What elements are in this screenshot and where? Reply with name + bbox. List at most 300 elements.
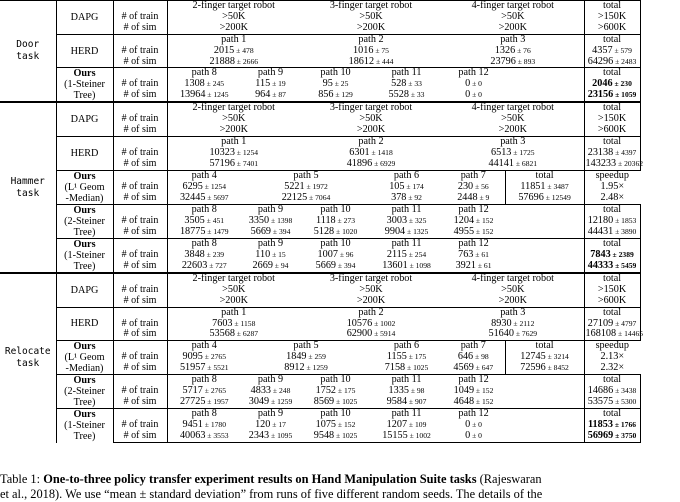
group-header-row (0, 273, 640, 285)
total-cell (584, 227, 640, 239)
label-header-blank (113, 273, 167, 285)
column-header: path 9 (241, 409, 300, 420)
method-name (56, 341, 113, 375)
cell-std: ± 893 (515, 56, 536, 66)
task-name (0, 273, 56, 443)
cell-mean: 27109 (587, 317, 614, 329)
method-name-line: (1-Steiner (64, 420, 105, 432)
column-header: path 1 (167, 307, 300, 318)
caption-bold-title: One-to-three policy transfer experiment results on Hand Manipulation Suite tasks (43, 472, 477, 486)
total-header: total (584, 1, 640, 12)
value-cell (300, 397, 371, 409)
method-name-line (58, 205, 112, 216)
method-name (56, 307, 113, 341)
cell-mean: 51957 (179, 362, 206, 374)
row-label: # of sim (113, 125, 167, 136)
cell-mean: 1308 (184, 78, 205, 90)
value-cell (371, 182, 442, 193)
column-header: 2-finger target robot (167, 1, 300, 12)
cell-mean: 5128 (313, 225, 335, 237)
column-header: path 3 (442, 34, 584, 45)
value-pad (505, 79, 584, 90)
cell-mean: 8930 (491, 317, 512, 329)
method-name-line (58, 239, 112, 250)
cell-mean: 44431 (587, 225, 614, 237)
row-label: # of sim (113, 57, 167, 68)
method-name (56, 34, 113, 68)
cell-mean: 528 (391, 78, 407, 90)
method-bold: Ours (73, 409, 96, 421)
cell-std: ± 1095 (269, 431, 293, 441)
row-label: # of sim (113, 227, 167, 239)
column-header: 4-finger target robot (442, 102, 584, 114)
cell-std: ± 1479 (205, 226, 229, 236)
cell-std: ± 1254 (234, 148, 259, 158)
cell-mean: 44333 (587, 259, 614, 271)
row-label: # of sim (113, 193, 167, 205)
cell-mean: 5221 (284, 180, 305, 192)
value-cell (442, 363, 505, 375)
cell-std: ± 1957 (205, 397, 229, 407)
value-cell (167, 261, 241, 273)
column-header: path 1 (167, 137, 300, 148)
total-header: total (505, 170, 584, 182)
value-cell (371, 352, 442, 363)
column-header: path 12 (442, 68, 505, 80)
method-name-line: (2-Steiner (64, 386, 105, 398)
method-name-line: (1-Steiner (64, 249, 105, 261)
cell-mean: 64296 (587, 55, 614, 67)
column-header: path 9 (241, 68, 300, 80)
value-cell (371, 431, 442, 442)
method-name-line: DAPG (70, 114, 99, 126)
cell-mean: 10323 (209, 147, 235, 159)
value-cell (241, 397, 300, 409)
value-cell (300, 329, 442, 340)
value-pad (505, 420, 584, 431)
table-caption (0, 472, 680, 502)
cell-std: ± 25 (332, 79, 349, 89)
column-header: path 9 (241, 204, 300, 216)
cell-mean: 4955 (453, 225, 475, 237)
cell-std: ± 1059 (613, 90, 637, 100)
group-header-row (0, 68, 640, 80)
cell-std: ± 478 (234, 45, 254, 55)
cell-mean: >200K (356, 21, 386, 33)
cell-mean: 378 (391, 191, 407, 203)
value-cell (300, 57, 442, 68)
cell-mean: 1335 (388, 385, 409, 397)
column-header-pad (505, 238, 584, 250)
column-header: path 7 (442, 341, 505, 353)
value-cell (167, 57, 300, 68)
method-name (56, 170, 113, 204)
cell-mean: 4569 (453, 362, 474, 374)
method-name-line: HERD (70, 318, 99, 330)
cell-std: ± 579 (612, 45, 632, 55)
method-name (56, 68, 113, 103)
cell-std: ± 152 (474, 386, 494, 396)
value-cell (442, 193, 505, 205)
cell-mean: 3049 (248, 396, 270, 408)
value-pad (505, 431, 584, 442)
value-cell (167, 329, 300, 340)
cell-mean: 23138 (587, 147, 614, 159)
cell-mean: 1016 (353, 44, 374, 56)
cell-std: ± 1780 (202, 420, 227, 430)
cell-mean: 22603 (181, 259, 208, 271)
value-cell (167, 227, 241, 239)
value-cell (442, 57, 584, 68)
method-bold: Ours (73, 238, 96, 250)
method-name (56, 375, 113, 409)
cell-mean: 27725 (179, 396, 206, 408)
column-header: path 3 (442, 307, 584, 318)
value-cell (167, 90, 241, 102)
cell-std: ± 15 (270, 249, 286, 259)
method-name-line (58, 68, 112, 79)
column-header: 3-finger target robot (300, 1, 442, 12)
column-header: path 4 (167, 341, 241, 353)
total-header: total (584, 137, 640, 148)
task-name-line: Hammer (10, 175, 45, 187)
total-header: total (584, 34, 640, 45)
cell-mean: 11851 (520, 180, 546, 192)
method-name-line (58, 171, 112, 182)
row-label: # of train (113, 12, 167, 23)
method-name-line: Tree) (73, 397, 96, 409)
column-header: path 12 (442, 204, 505, 216)
cell-std: ± 0 (470, 431, 482, 441)
cell-mean: 9548 (313, 430, 335, 442)
total-cell (505, 182, 584, 193)
cell-std: ± 7629 (513, 329, 538, 339)
method-bold: Ours (73, 341, 96, 353)
column-header: path 8 (167, 375, 241, 387)
method-name-line: (L¹ Geom (64, 352, 105, 364)
column-header: path 12 (442, 375, 505, 387)
total-cell (584, 296, 640, 307)
row-label: # of sim (113, 397, 167, 409)
cell-mean: 2669 (252, 259, 273, 271)
cell-mean: >150K (597, 113, 627, 125)
value-cell (241, 79, 300, 90)
group-header-row (0, 1, 640, 12)
cell-std: ± 87 (270, 90, 286, 100)
cell-std: ± 2666 (234, 56, 259, 66)
row-label: # of train (113, 216, 167, 227)
value-cell (300, 420, 371, 431)
cell-std: ± 3750 (613, 431, 637, 441)
method-name-line: HERD (70, 45, 99, 57)
cell-std: ± 98 (473, 352, 489, 362)
bold-value (592, 78, 632, 89)
cell-mean: 4833 (250, 385, 272, 397)
cell-std: ± 727 (207, 260, 227, 270)
cell-mean: >50K (359, 10, 383, 22)
row-label: # of train (113, 352, 167, 363)
cell-mean: 7843 (590, 248, 611, 260)
total-header: total (584, 273, 640, 285)
cell-mean: 2015 (213, 44, 235, 56)
cell-mean: >50K (359, 283, 383, 295)
column-header: path 9 (241, 375, 300, 387)
row-label: # of train (113, 285, 167, 296)
value-cell (300, 431, 371, 442)
cell-std: ± 75 (373, 45, 389, 55)
cell-std: ± 3214 (545, 352, 569, 362)
cell-mean: 8569 (313, 396, 335, 408)
cell-std: ± 7401 (234, 158, 259, 168)
cell-mean: 12745 (520, 351, 546, 363)
cell-std: ± 5697 (205, 192, 229, 202)
cell-mean: 763 (458, 248, 474, 260)
cell-std: ± 0 (470, 90, 482, 100)
caption-citation: (Rajeswaran (476, 472, 542, 486)
column-header-pad (505, 375, 584, 387)
method-name (56, 273, 113, 307)
column-header: path 7 (442, 170, 505, 182)
method-name-line: DAPG (70, 11, 99, 23)
cell-mean: 0 (465, 89, 471, 101)
cell-mean: 12180 (587, 214, 614, 226)
value-cell (442, 159, 584, 170)
cell-mean: 57696 (518, 191, 544, 203)
value-cell (241, 431, 300, 442)
value-cell (371, 397, 442, 409)
method-name-line: (2-Steiner (64, 215, 105, 227)
value-cell (300, 125, 442, 136)
cell-mean: >200K (356, 294, 386, 306)
cell-mean: 2343 (248, 430, 270, 442)
cell-std: ± 6929 (372, 158, 396, 168)
cell-mean: >50K (501, 10, 525, 22)
column-header: path 3 (442, 137, 584, 148)
cell-std: ± 451 (204, 215, 225, 225)
value-cell (167, 363, 241, 375)
cell-mean: 7158 (384, 362, 406, 374)
cell-mean: >600K (597, 21, 627, 33)
task-name-line: task (16, 187, 40, 199)
row-label: # of train (113, 148, 167, 159)
value-cell (442, 296, 584, 307)
cell-std: ± 1158 (232, 318, 256, 328)
cell-mean: 0 (465, 78, 471, 90)
value-cell (167, 431, 241, 442)
column-header: path 8 (167, 68, 241, 80)
cell-mean: 53575 (587, 396, 614, 408)
cell-std: ± 56 (473, 181, 489, 191)
cell-mean: 1075 (315, 419, 337, 431)
value-cell (300, 159, 442, 170)
cell-mean: 1155 (386, 351, 407, 363)
value-cell (241, 90, 300, 102)
cell-mean: 72596 (520, 362, 546, 374)
speedup-header: speedup (584, 341, 640, 353)
column-header: path 6 (371, 341, 442, 353)
cell-std: ± 61 (475, 260, 492, 270)
group-header-row (0, 34, 640, 45)
method-name-line: (1-Steiner (64, 79, 105, 91)
cell-std: ± 5521 (205, 363, 229, 373)
cell-std: ± 98 (408, 386, 425, 396)
cell-std: ± 1853 (613, 215, 637, 225)
total-header: total (584, 68, 640, 80)
cell-mean: 964 (255, 89, 271, 101)
total-cell (505, 363, 584, 375)
column-header: path 10 (300, 375, 371, 387)
cell-mean: >150K (597, 10, 627, 22)
cell-std: ± 1002 (372, 318, 396, 328)
task-name-line: Door (16, 39, 40, 51)
value-cell (442, 125, 584, 136)
method-name-line (58, 409, 112, 420)
value-cell (300, 296, 442, 307)
cell-std: ± 92 (406, 192, 422, 202)
total-cell (505, 193, 584, 205)
cell-std: ± 17 (270, 420, 286, 430)
method-name-line: Tree) (73, 90, 96, 102)
cell-mean: >200K (219, 124, 248, 136)
cell-mean: 23156 (587, 89, 614, 101)
cell-mean: 9451 (182, 419, 203, 431)
cell-mean: 1849 (286, 351, 307, 363)
group-header-row (0, 307, 640, 318)
cell-mean: 15155 (382, 430, 408, 442)
cell-std: ± 174 (404, 181, 424, 191)
cell-mean: 2046 (592, 78, 613, 90)
group-header-row (0, 102, 640, 114)
method-name (56, 204, 113, 238)
cell-mean: 2115 (386, 248, 407, 260)
total-cell (584, 125, 640, 136)
value-cell (167, 296, 300, 307)
row-label: # of sim (113, 329, 167, 340)
cell-mean: >50K (222, 283, 246, 295)
cell-std: ± 1398 (269, 215, 293, 225)
cell-std: ± 96 (337, 249, 354, 259)
row-label: # of train (113, 250, 167, 261)
task-name-line: task (16, 51, 40, 63)
value-pad (505, 227, 584, 239)
cell-std: ± 152 (474, 215, 494, 225)
cell-mean: 1118 (316, 214, 336, 226)
cell-mean: >50K (359, 113, 383, 125)
cell-std: ± 1418 (369, 148, 393, 158)
method-name-line: Tree) (73, 260, 96, 272)
speedup-cell: 2.13× (584, 352, 640, 363)
total-cell (584, 397, 640, 409)
method-bold: Ours (73, 204, 96, 216)
column-header: path 12 (442, 409, 505, 420)
cell-mean: 95 (322, 78, 333, 90)
cell-mean: 6513 (491, 147, 512, 159)
cell-mean: 62900 (346, 328, 373, 340)
cell-mean: >200K (498, 294, 527, 306)
row-label: # of sim (113, 296, 167, 307)
cell-mean: 53568 (209, 328, 235, 340)
cell-std: ± 33 (408, 90, 425, 100)
speedup-cell: 1.95× (584, 182, 640, 193)
speedup-header: speedup (584, 170, 640, 182)
cell-std: ± 245 (204, 79, 225, 89)
value-cell (300, 90, 371, 102)
cell-mean: >50K (222, 113, 246, 125)
speedup-cell: 2.48× (584, 193, 640, 205)
value-cell (371, 227, 442, 239)
cell-std: ± 2765 (202, 386, 227, 396)
row-label: # of sim (113, 363, 167, 375)
bold-value (588, 419, 636, 430)
column-header: path 11 (371, 68, 442, 80)
cell-std: ± 109 (407, 420, 427, 430)
value-cell (442, 397, 505, 409)
value-cell (300, 386, 371, 397)
cell-mean: 5528 (388, 89, 409, 101)
cell-mean: 32445 (179, 191, 206, 203)
value-cell (371, 193, 442, 205)
column-header: path 2 (300, 34, 442, 45)
total-cell (584, 261, 640, 273)
cell-std: ± 9 (477, 192, 490, 202)
value-cell (241, 352, 371, 363)
cell-std: ± 1725 (511, 148, 535, 158)
total-header: total (505, 341, 584, 353)
cell-mean: 0 (465, 430, 471, 442)
cell-mean: 13964 (179, 89, 206, 101)
cell-mean: 5717 (182, 385, 203, 397)
cell-mean: 168108 (585, 328, 617, 340)
row-label: # of sim (113, 90, 167, 102)
cell-std: ± 8452 (545, 363, 569, 373)
cell-std: ± 76 (515, 45, 531, 55)
value-cell (371, 90, 442, 102)
column-header-pad (505, 204, 584, 216)
cell-std: ± 325 (407, 215, 427, 225)
caption-line-2: et al., 2018). We use “mean ± standard deviation” from runs of five different random seeds. The details of the (0, 487, 543, 501)
cell-mean: 18612 (348, 55, 375, 67)
column-header: path 9 (241, 238, 300, 250)
cell-std: ± 1766 (612, 420, 637, 430)
value-cell (442, 261, 505, 273)
cell-mean: 105 (389, 180, 405, 192)
value-cell (167, 397, 241, 409)
cell-std: ± 152 (474, 397, 494, 407)
cell-std: ± 4797 (613, 318, 637, 328)
cell-mean: 21888 (209, 55, 235, 67)
value-cell (241, 193, 371, 205)
cell-mean: >200K (356, 124, 386, 136)
bold-value (590, 249, 634, 260)
column-header: path 10 (300, 409, 371, 420)
column-header: path 11 (371, 204, 442, 216)
total-cell (584, 57, 640, 68)
total-cell (584, 90, 640, 102)
column-header: 2-finger target robot (167, 273, 300, 285)
cell-mean: 9584 (386, 396, 408, 408)
cell-mean: >200K (219, 294, 248, 306)
row-label: # of train (113, 386, 167, 397)
cell-std: ± 1002 (407, 431, 431, 441)
cell-mean: >50K (501, 113, 525, 125)
label-header-blank (113, 307, 167, 318)
cell-std: ± 0 (470, 79, 482, 89)
total-header: total (584, 204, 640, 216)
task-name (0, 102, 56, 272)
cell-mean: 8912 (284, 362, 305, 374)
group-header-row (0, 137, 640, 148)
row-label: # of sim (113, 431, 167, 442)
